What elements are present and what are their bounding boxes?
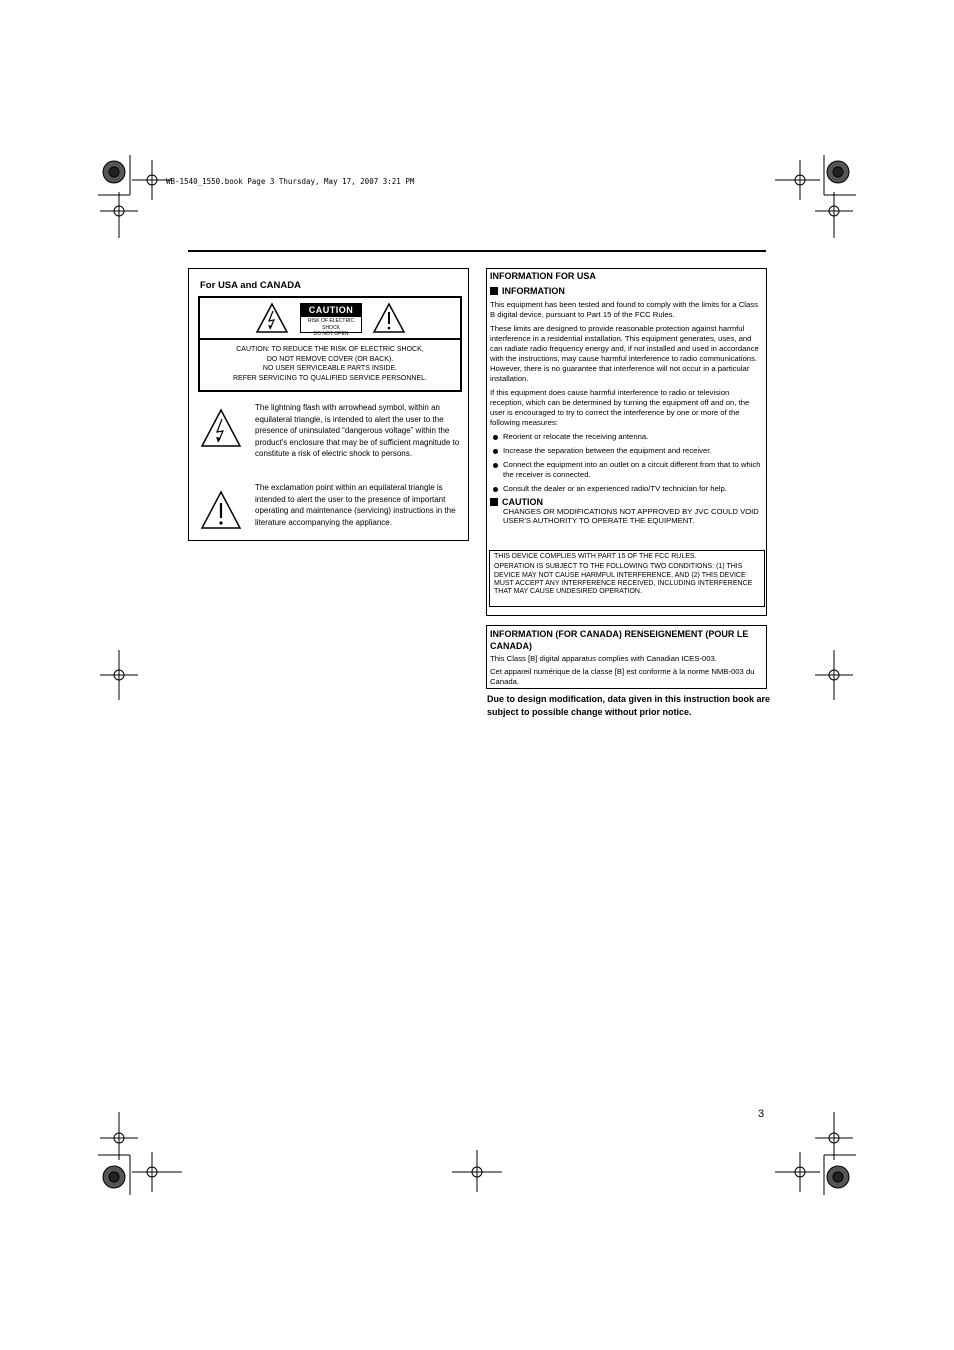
caution-heading	[490, 497, 762, 507]
header-rule	[188, 250, 766, 252]
caution-warning-text	[200, 345, 460, 383]
list-item-text: Consult the dealer or an experienced radio/TV technician for help.	[503, 484, 727, 493]
exclamation-triangle-icon	[200, 489, 242, 531]
caution-text: CHANGES OR MODIFICATIONS NOT APPROVED BY JVC COULD VOID USER'S AUTHORITY TO OPERATE THE EQUIPMENT.	[503, 507, 759, 525]
lightning-triangle-icon	[255, 302, 289, 334]
caution-line: REFER SERVICING TO QUALIFIED SERVICE PERSONNEL.	[233, 374, 427, 382]
paragraph: This equipment has been tested and found to comply with the limits for a Class B digital device, pursuant to Part 15 of the FCC Rules.	[490, 300, 758, 319]
bullet-dot-icon	[493, 449, 498, 454]
caution-heading-label: CAUTION	[502, 497, 543, 507]
square-bullet-icon	[490, 498, 498, 506]
bullet-dot-icon	[493, 487, 498, 492]
square-bullet-icon	[490, 287, 498, 295]
safety-box-title: For USA and CANADA	[200, 280, 301, 291]
print-info-header: WB-1540_1550.book Page 3 Thursday, May 17, 2007 3:21 PM	[166, 177, 415, 186]
exclamation-triangle-icon	[372, 302, 406, 334]
list-item	[490, 432, 762, 442]
list-item	[490, 446, 762, 456]
paragraph: If this equipment does cause harmful interference to radio or television reception, which can be determined by turning the equipment off and on, the user is encouraged to try to correct the interference by one or more of the following measures:	[490, 388, 750, 427]
paragraph: This Class [B] digital apparatus complies with Canadian ICES-003.	[490, 654, 717, 663]
usa-information-box	[486, 268, 767, 616]
paragraph: Cet appareil numérique de la classe [B] est conforme à la norme NMB-003 du Canada.	[490, 666, 755, 686]
list-item-text: Connect the equipment into an outlet on a circuit different from that to which the receiver is connected.	[503, 460, 761, 479]
caution-line: DO NOT REMOVE COVER (OR BACK).	[266, 355, 394, 363]
bullet-dot-icon	[493, 463, 498, 468]
bullet-dot-icon	[493, 435, 498, 440]
caution-sub-line-2: DO NOT OPEN	[313, 331, 349, 337]
caution-symbols-row	[200, 298, 460, 340]
list-item	[490, 460, 762, 480]
lightning-triangle-icon	[200, 407, 242, 449]
caution-line: NO USER SERVICEABLE PARTS INSIDE.	[262, 365, 398, 372]
fcc-compliance-box	[489, 550, 765, 607]
usa-info-title: INFORMATION FOR USA	[490, 271, 596, 281]
info-heading-label: INFORMATION	[502, 286, 565, 296]
canada-info-title: INFORMATION (FOR CANADA) RENSEIGNEMENT (POUR LE CANADA)	[490, 629, 749, 651]
fcc-conditions: OPERATION IS SUBJECT TO THE FOLLOWING TWO CONDITIONS: (1) THIS DEVICE MAY NOT CAUSE HARMFUL INTERFERENCE, AND (2) THIS DEVICE MUST ACCEPT ANY INTERFERENCE RECEIVED, INCLUDING INTERFERENCE THAT MAY CAUSE UNDESIRED OPERATION.	[494, 563, 753, 596]
caution-label-box	[300, 303, 362, 337]
caution-sub-label	[301, 318, 361, 338]
list-item-text: Increase the separation between the equipment and receiver.	[503, 446, 712, 455]
paragraph: These limits are designed to provide reasonable protection against harmful interference in a residential installation. This equipment generates, uses, and can radiate radio frequency energy and, if not installed and used in accordance with the instructions, may cause harmful interference to radio communications. However, there is no guarantee that interference will not occur in a particular installation.	[490, 324, 759, 383]
page-number: 3	[758, 1108, 765, 1120]
list-item-text: Reorient or relocate the receiving antenna.	[503, 432, 649, 441]
list-item	[490, 484, 762, 494]
caution-label: CAUTION	[301, 304, 361, 317]
caution-sub-line-1: RISK OF ELECTRIC SHOCK	[307, 318, 355, 331]
caution-line: CAUTION: TO REDUCE THE RISK OF ELECTRIC SHOCK,	[236, 346, 424, 353]
usa-canada-safety-box	[188, 268, 469, 541]
fcc-statement: THIS DEVICE COMPLIES WITH PART 15 OF THE FCC RULES.	[494, 553, 697, 560]
caution-label-panel	[198, 296, 462, 392]
canada-information-box	[486, 625, 767, 689]
design-modification-notice: Due to design modification, data given in this instruction book are subject to possible change without prior notice.	[487, 694, 771, 717]
info-heading	[490, 286, 762, 296]
lightning-explanation: The lightning flash with arrowhead symbol, within an equilateral triangle, is intended to alert the user to the presence of uninsulated “dangerous voltage” within the product's enclosure that may be of sufficient magnitude to constitute a risk of electric shock to persons.	[255, 403, 460, 458]
exclamation-explanation: The exclamation point within an equilateral triangle is intended to alert the user to the presence of important operating and maintenance (servicing) instructions in the literature accompanying the appliance.	[255, 483, 456, 527]
